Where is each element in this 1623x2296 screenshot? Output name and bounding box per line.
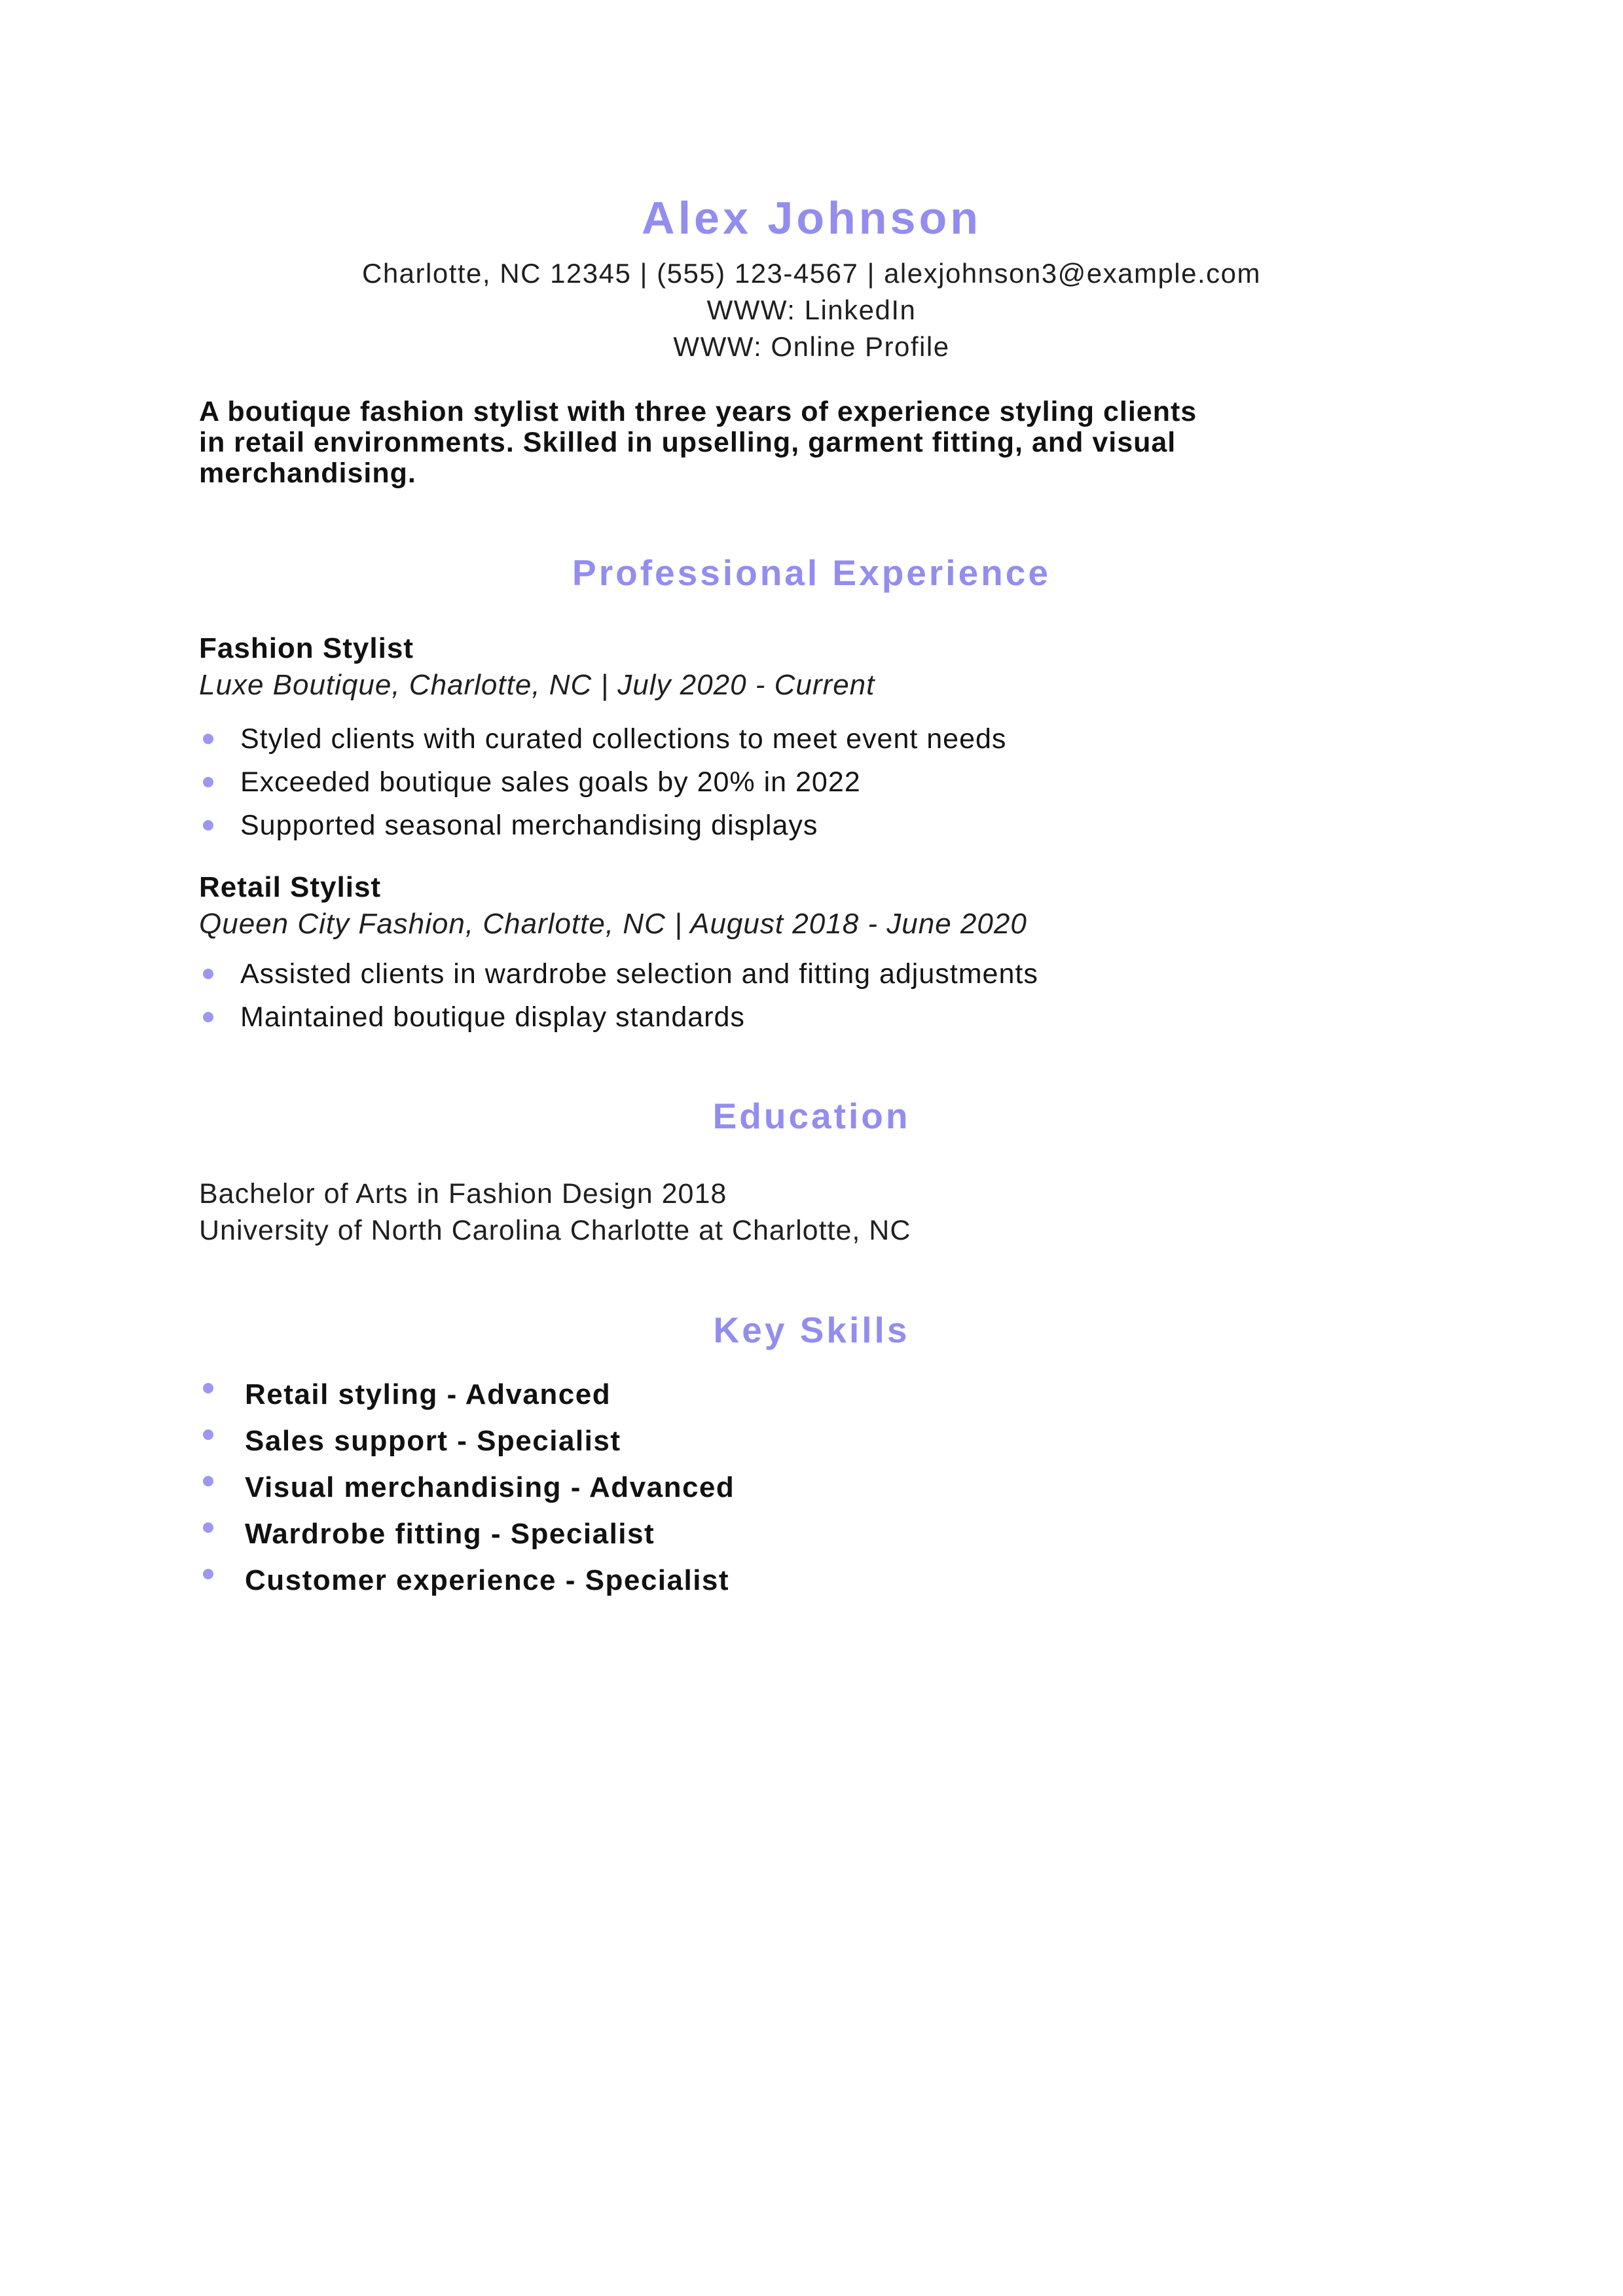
online-profile-line: WWW: Online Profile xyxy=(673,331,950,362)
experience-section-heading: Professional Experience xyxy=(572,552,1051,593)
job-bullet: Maintained boutique display standards xyxy=(199,996,1453,1039)
job-bullet-list xyxy=(199,717,1453,847)
education-section-heading: Education xyxy=(712,1096,911,1136)
skill-item: Visual merchandising - Advanced xyxy=(199,1464,1453,1511)
summary-line: A boutique fashion stylist with three years of experience styling clients xyxy=(199,396,1197,427)
job-bullet: Styled clients with curated collections to meet event needs xyxy=(199,717,1453,761)
job-bullet: Assisted clients in wardrobe selection and fitting adjustments xyxy=(199,952,1453,996)
skill-item: Retail styling - Advanced xyxy=(199,1371,1453,1418)
candidate-name: Alex Johnson xyxy=(642,192,981,243)
contact-line: Charlotte, NC 12345 | (555) 123-4567 | alexjohnson3@example.com xyxy=(361,258,1262,289)
summary-paragraph xyxy=(199,397,1443,489)
summary-line: merchandising. xyxy=(199,457,416,489)
skills-list xyxy=(199,1371,1453,1604)
job-title: Fashion Stylist xyxy=(199,632,414,664)
job-bullet: Exceeded boutique sales goals by 20% in 2022 xyxy=(199,761,1453,804)
skill-item: Customer experience - Specialist xyxy=(199,1557,1453,1604)
summary-line: in retail environments. Skilled in upselling, garment fitting, and visual xyxy=(199,427,1176,458)
job-bullet: Supported seasonal merchandising displays xyxy=(199,804,1453,847)
skills-section-heading: Key Skills xyxy=(713,1310,910,1350)
job-company-dates: Queen City Fashion, Charlotte, NC | August 2018 - June 2020 xyxy=(199,908,1027,940)
job-title: Retail Stylist xyxy=(199,871,382,903)
job-bullet-list xyxy=(199,952,1453,1039)
education-degree: Bachelor of Arts in Fashion Design 2018 xyxy=(199,1178,727,1210)
education-school: University of North Carolina Charlotte at Charlotte, NC xyxy=(199,1215,911,1246)
skill-item: Wardrobe fitting - Specialist xyxy=(199,1511,1453,1557)
skill-item: Sales support - Specialist xyxy=(199,1418,1453,1464)
job-company-dates: Luxe Boutique, Charlotte, NC | July 2020 - Current xyxy=(199,669,875,701)
linkedin-line: WWW: LinkedIn xyxy=(706,295,917,325)
